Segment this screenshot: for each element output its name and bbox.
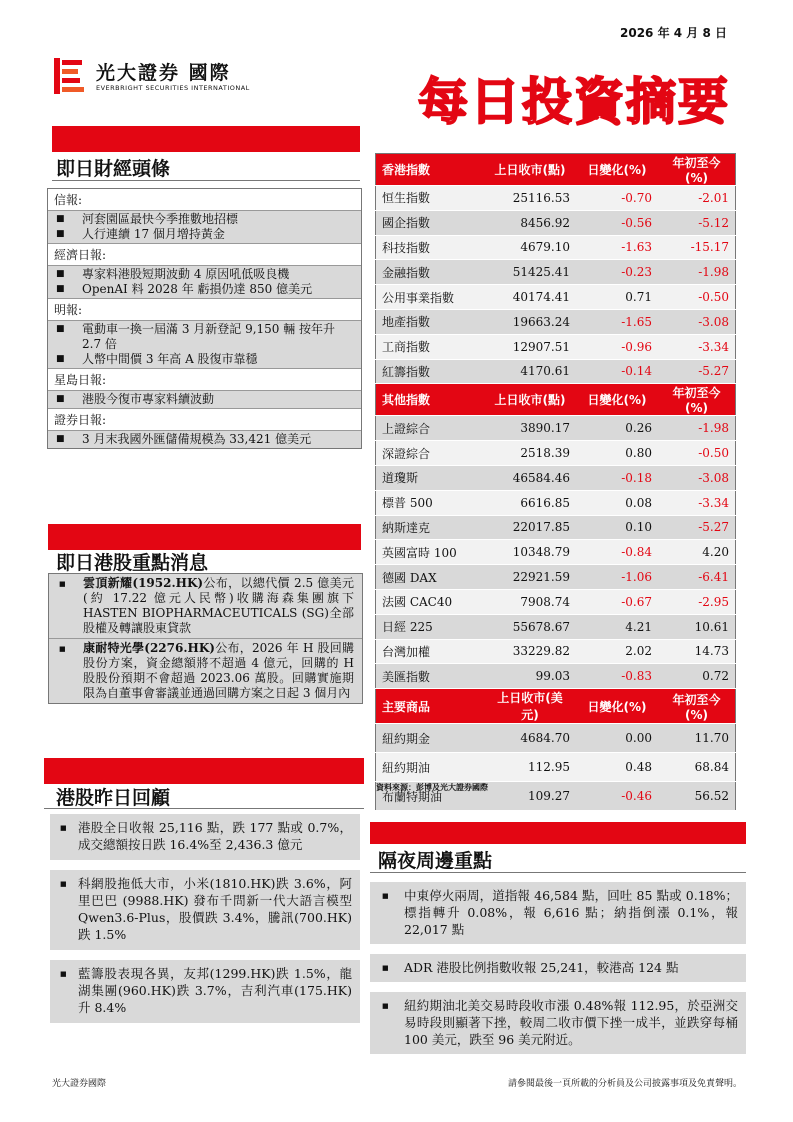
table-header-row (376, 689, 736, 724)
table-row (376, 639, 736, 664)
hk-news-box (48, 573, 363, 704)
index-name: 英國富時 100 (376, 540, 485, 565)
index-name: 地產指數 (376, 309, 485, 334)
table-header-cell: 年初至今(%) (658, 154, 736, 186)
index-value: -5.27 (658, 515, 736, 540)
index-name: 深證綜合 (376, 441, 485, 466)
index-value: 11.70 (658, 724, 736, 753)
table-header-cell: 日變化(%) (576, 689, 658, 724)
index-value: 51425.41 (484, 260, 576, 285)
index-value: 12907.51 (484, 334, 576, 359)
index-value: -3.08 (658, 465, 736, 490)
table-header-cell: 上日收市(美元) (484, 689, 576, 724)
market-index-table (375, 153, 736, 811)
table-row (376, 309, 736, 334)
index-value: 2518.39 (484, 441, 576, 466)
headline-source: 信報: (48, 189, 361, 210)
index-name: 公用事業指數 (376, 285, 485, 310)
headline-source: 經濟日報: (48, 243, 361, 265)
index-value: -1.65 (576, 309, 658, 334)
index-value: -0.18 (576, 465, 658, 490)
footer-company: 光大證券國際 (52, 1079, 107, 1089)
table-row (376, 724, 736, 753)
headline-source: 星島日報: (48, 368, 361, 390)
overnight-header-bar (370, 822, 746, 844)
report-date: 2026 年 4 月 8 日 (620, 26, 727, 40)
index-value: 112.95 (484, 753, 576, 782)
index-name: 布蘭特期油 (376, 782, 485, 811)
overnight-item: ■ 中東停火兩周，道指報 46,584 點，回吐 85 點或 0.18%；標指轉升 0.08%，報 6,616 點；納指倒漲 0.1%，報 22,017 點 (370, 882, 746, 944)
index-name: 科技指數 (376, 235, 485, 260)
overnight-list (370, 876, 746, 1054)
headlines-title: 即日財經頭條 (56, 158, 171, 180)
overnight-item: ■ 紐約期油北美交易時段收市漲 0.48%報 112.95，於亞洲交易時段則顯著下挫，較周二收市價下挫一成半，並跌穿每桶 100 美元，跌至 96 美元附近。 (370, 992, 746, 1054)
index-value: 22017.85 (484, 515, 576, 540)
news-company: 康耐特光學(2276.HK) (83, 641, 215, 655)
table-row (376, 260, 736, 285)
table-header-cell: 香港指數 (376, 154, 485, 186)
index-value: 0.71 (576, 285, 658, 310)
index-value: 7908.74 (484, 589, 576, 614)
index-value: 6616.85 (484, 490, 576, 515)
headline-list (48, 430, 361, 448)
index-name: 德國 DAX (376, 565, 485, 590)
news-item (49, 638, 362, 703)
table-row (376, 235, 736, 260)
index-value: 46584.46 (484, 465, 576, 490)
report-title: 每日投資摘要 (418, 73, 730, 131)
index-value: 0.72 (658, 664, 736, 689)
headlines-divider (52, 180, 360, 181)
headline-item: ■ 人幣中間價 3 年高 A 股復市靠穩 (48, 352, 361, 367)
table-source: 資料來源：彭博及光大證券國際 (376, 783, 488, 792)
headline-item: ■ 電動車一換一屆滿 3 月新登記 9,150 輛 按年升 2.7 倍 (48, 322, 361, 352)
index-name: 紅籌指數 (376, 359, 485, 384)
index-value: 56.52 (658, 782, 736, 811)
table-header-row (376, 154, 736, 186)
index-name: 台灣加權 (376, 639, 485, 664)
index-name: 標普 500 (376, 490, 485, 515)
index-value: -1.98 (658, 260, 736, 285)
hk-news-title: 即日港股重點消息 (56, 552, 209, 574)
index-value: 3890.17 (484, 416, 576, 441)
index-value: 0.10 (576, 515, 658, 540)
footer-disclaimer: 請參閱最後一頁所載的分析員及公司披露事項及免責聲明。 (508, 1079, 743, 1089)
index-value: -1.63 (576, 235, 658, 260)
headlines-header-bar (52, 126, 360, 152)
review-title: 港股昨日回顧 (56, 787, 171, 809)
logo-chinese-text: 光大證券 國際 (96, 62, 231, 84)
overnight-title: 隔夜周邊重點 (378, 850, 493, 872)
news-company: 雲頂新耀(1952.HK) (83, 576, 204, 590)
index-value: 109.27 (484, 782, 576, 811)
table-row (376, 186, 736, 211)
index-name: 紐約期油 (376, 753, 485, 782)
headline-item: ■ 河套園區最快今季推數地招標 (48, 212, 361, 227)
table-header-row (376, 384, 736, 416)
headline-source: 明報: (48, 298, 361, 320)
index-value: 33229.82 (484, 639, 576, 664)
index-value: -3.34 (658, 334, 736, 359)
index-value: 10.61 (658, 614, 736, 639)
table-row (376, 334, 736, 359)
index-value: -0.84 (576, 540, 658, 565)
table-row (376, 465, 736, 490)
table-header-cell: 日變化(%) (576, 384, 658, 416)
index-name: 道瓊斯 (376, 465, 485, 490)
logo-english-text: EVERBRIGHT SECURITIES INTERNATIONAL (96, 84, 250, 92)
overnight-divider (370, 872, 746, 873)
review-item: ■ 科網股拖低大市，小米(1810.HK)跌 3.6%，阿里巴巴 (9988.HK) 發布千問新一代大語言模型 Qwen3.6-Plus，股價跌 3.4%，騰訊(700.HK)跌 1.5% (50, 870, 360, 950)
index-name: 法國 CAC40 (376, 589, 485, 614)
index-value: -3.08 (658, 309, 736, 334)
news-text: 公布，以總代價 2.5 億美元(約 17.22 億元人民幣)收購海森集團旗下 HASTEN BIOPHARMACEUTICALS (SG)全部股權及轉讓股東貸款 (83, 576, 355, 635)
index-value: 0.80 (576, 441, 658, 466)
index-value: -0.14 (576, 359, 658, 384)
table-header-cell: 年初至今(%) (658, 384, 736, 416)
index-value: 55678.67 (484, 614, 576, 639)
table-row (376, 515, 736, 540)
index-value: 4170.61 (484, 359, 576, 384)
index-value: 68.84 (658, 753, 736, 782)
table-row (376, 614, 736, 639)
index-value: -2.01 (658, 186, 736, 211)
index-value: 8456.92 (484, 210, 576, 235)
index-value: 19663.24 (484, 309, 576, 334)
index-value: -0.50 (658, 285, 736, 310)
index-value: 0.00 (576, 724, 658, 753)
table-row (376, 664, 736, 689)
headline-item: ■ 3 月末我國外匯儲備規模為 33,421 億美元 (48, 432, 361, 447)
table-header-cell: 日變化(%) (576, 154, 658, 186)
table-row (376, 589, 736, 614)
logo-mark-icon (52, 56, 86, 96)
review-divider (44, 808, 364, 809)
table-row (376, 490, 736, 515)
index-value: -15.17 (658, 235, 736, 260)
headlines-box (47, 188, 362, 449)
headline-source: 證券日報: (48, 408, 361, 430)
index-value: -5.27 (658, 359, 736, 384)
index-value: 4.21 (576, 614, 658, 639)
headline-list (48, 265, 361, 298)
table-row (376, 565, 736, 590)
table-row (376, 540, 736, 565)
index-value: 4679.10 (484, 235, 576, 260)
table-header-cell: 其他指數 (376, 384, 485, 416)
index-value: 14.73 (658, 639, 736, 664)
news-item (49, 574, 362, 638)
company-logo (52, 56, 292, 98)
index-value: -0.50 (658, 441, 736, 466)
headline-item: ■ 港股今復市專家料續波動 (48, 392, 361, 407)
index-value: 2.02 (576, 639, 658, 664)
review-header-bar (44, 758, 364, 784)
headline-item: ■ OpenAI 料 2028 年 虧損仍達 850 億美元 (48, 282, 361, 297)
index-name: 上證綜合 (376, 416, 485, 441)
index-value: -0.70 (576, 186, 658, 211)
index-name: 國企指數 (376, 210, 485, 235)
index-name: 美匯指數 (376, 664, 485, 689)
headline-list (48, 320, 361, 368)
index-value: -0.56 (576, 210, 658, 235)
headline-item: ■ 人行連續 17 個月增持黃金 (48, 227, 361, 242)
table-row (376, 359, 736, 384)
index-value: 10348.79 (484, 540, 576, 565)
review-item: ■ 藍籌股表現各異，友邦(1299.HK)跌 1.5%，龍湖集團(960.HK)跌 3.7%，吉利汽車(175.HK)升 8.4% (50, 960, 360, 1023)
index-name: 金融指數 (376, 260, 485, 285)
table-row (376, 441, 736, 466)
table-header-cell: 上日收市(點) (484, 384, 576, 416)
index-value: 25116.53 (484, 186, 576, 211)
table-row (376, 416, 736, 441)
index-value: -1.06 (576, 565, 658, 590)
headline-list (48, 210, 361, 243)
review-item: ■ 港股全日收報 25,116 點，跌 177 點或 0.7%，成交總額按日跌 16.4%至 2,436.3 億元 (50, 814, 360, 860)
index-value: 40174.41 (484, 285, 576, 310)
table-row (376, 285, 736, 310)
review-list (50, 810, 360, 1023)
index-value: 4684.70 (484, 724, 576, 753)
index-value: -1.98 (658, 416, 736, 441)
table-header-cell: 上日收市(點) (484, 154, 576, 186)
table-header-cell: 年初至今(%) (658, 689, 736, 724)
index-name: 恒生指數 (376, 186, 485, 211)
table-row (376, 753, 736, 782)
headline-item: ■ 專家料港股短期波動 4 原因吼低吸良機 (48, 267, 361, 282)
index-value: -0.67 (576, 589, 658, 614)
index-value: -5.12 (658, 210, 736, 235)
index-value: -0.46 (576, 782, 658, 811)
news-text: 公布，2026 年 H 股回購股份方案，資金總額將不超過 4 億元，回購的 H 股股份預期不會超過 2023.06 萬股。回購實施期限為自董事會審議並通過回購方案之日起 3 個月內 (83, 641, 354, 700)
index-value: -2.95 (658, 589, 736, 614)
index-value: -6.41 (658, 565, 736, 590)
index-name: 納斯達克 (376, 515, 485, 540)
index-name: 日經 225 (376, 614, 485, 639)
overnight-item: ■ ADR 港股比例指數收報 25,241，較港高 124 點 (370, 954, 746, 982)
headline-list (48, 390, 361, 408)
index-value: -0.96 (576, 334, 658, 359)
index-value: -0.23 (576, 260, 658, 285)
index-value: 22921.59 (484, 565, 576, 590)
table-header-cell: 主要商品 (376, 689, 485, 724)
index-value: 99.03 (484, 664, 576, 689)
index-name: 紐約期金 (376, 724, 485, 753)
index-value: 0.26 (576, 416, 658, 441)
index-name: 工商指數 (376, 334, 485, 359)
index-value: -0.83 (576, 664, 658, 689)
index-value: 0.08 (576, 490, 658, 515)
index-value: 4.20 (658, 540, 736, 565)
table-row (376, 210, 736, 235)
hk-news-header-bar (48, 524, 361, 550)
index-value: 0.48 (576, 753, 658, 782)
index-value: -3.34 (658, 490, 736, 515)
